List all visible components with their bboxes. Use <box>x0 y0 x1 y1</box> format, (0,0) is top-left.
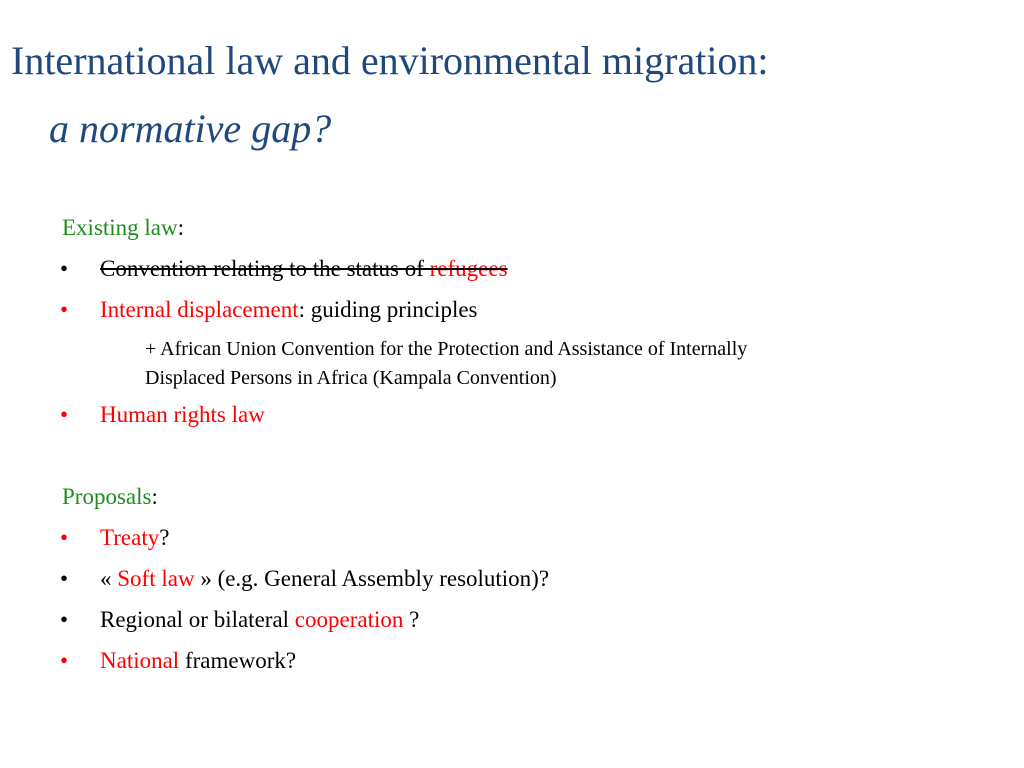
list-item-text <box>100 565 549 593</box>
bullet-icon: • <box>60 566 69 591</box>
bullet-icon: • <box>60 256 69 281</box>
list-item-pre: Regional or bilateral <box>100 607 295 632</box>
list-item-text <box>100 401 265 429</box>
bullet-icon: • <box>60 607 69 632</box>
list-item-text <box>100 647 296 675</box>
list-item-post: ? <box>159 525 170 550</box>
list-item-pre: Convention relating to the status of <box>100 256 430 281</box>
list-item-highlight: Internal displacement <box>100 297 299 322</box>
list-item-text <box>100 524 169 552</box>
list-item-highlight: Human rights law <box>100 402 265 427</box>
list-item-highlight: Soft law <box>117 566 195 591</box>
list-item-post: » (e.g. General Assembly resolution)? <box>194 566 550 591</box>
list-item-highlight: National <box>100 648 180 673</box>
list-item-highlight: refugees <box>429 256 508 281</box>
bullet-icon: • <box>60 297 69 322</box>
list-item-highlight: cooperation <box>294 607 404 632</box>
bullet-icon: • <box>60 402 69 427</box>
slide-title: International law and environmental migration: <box>11 38 769 83</box>
list-item-pre: « <box>100 566 118 591</box>
existing-law-heading-label: Existing law <box>62 215 178 240</box>
proposals-heading-colon: : <box>151 484 158 509</box>
proposals-heading <box>62 483 158 511</box>
slide-subtitle: a normative gap? <box>49 106 332 151</box>
bullet-icon: • <box>60 525 69 550</box>
list-item-post: : guiding principles <box>298 297 478 322</box>
list-item-post: ? <box>403 607 420 632</box>
list-item-post: framework? <box>179 648 297 673</box>
bullet-icon: • <box>60 648 69 673</box>
list-item-highlight: Treaty <box>100 525 160 550</box>
existing-law-heading-colon: : <box>177 215 185 240</box>
existing-law-heading <box>62 214 184 242</box>
list-item-text <box>100 255 508 283</box>
list-item-text <box>100 296 478 324</box>
kampala-note-line1: + African Union Convention for the Protection and Assistance of Internally <box>145 338 748 360</box>
kampala-note-line2: Displaced Persons in Africa (Kampala Convention) <box>145 367 557 389</box>
proposals-heading-label: Proposals <box>62 484 152 509</box>
list-item-text <box>100 606 419 634</box>
